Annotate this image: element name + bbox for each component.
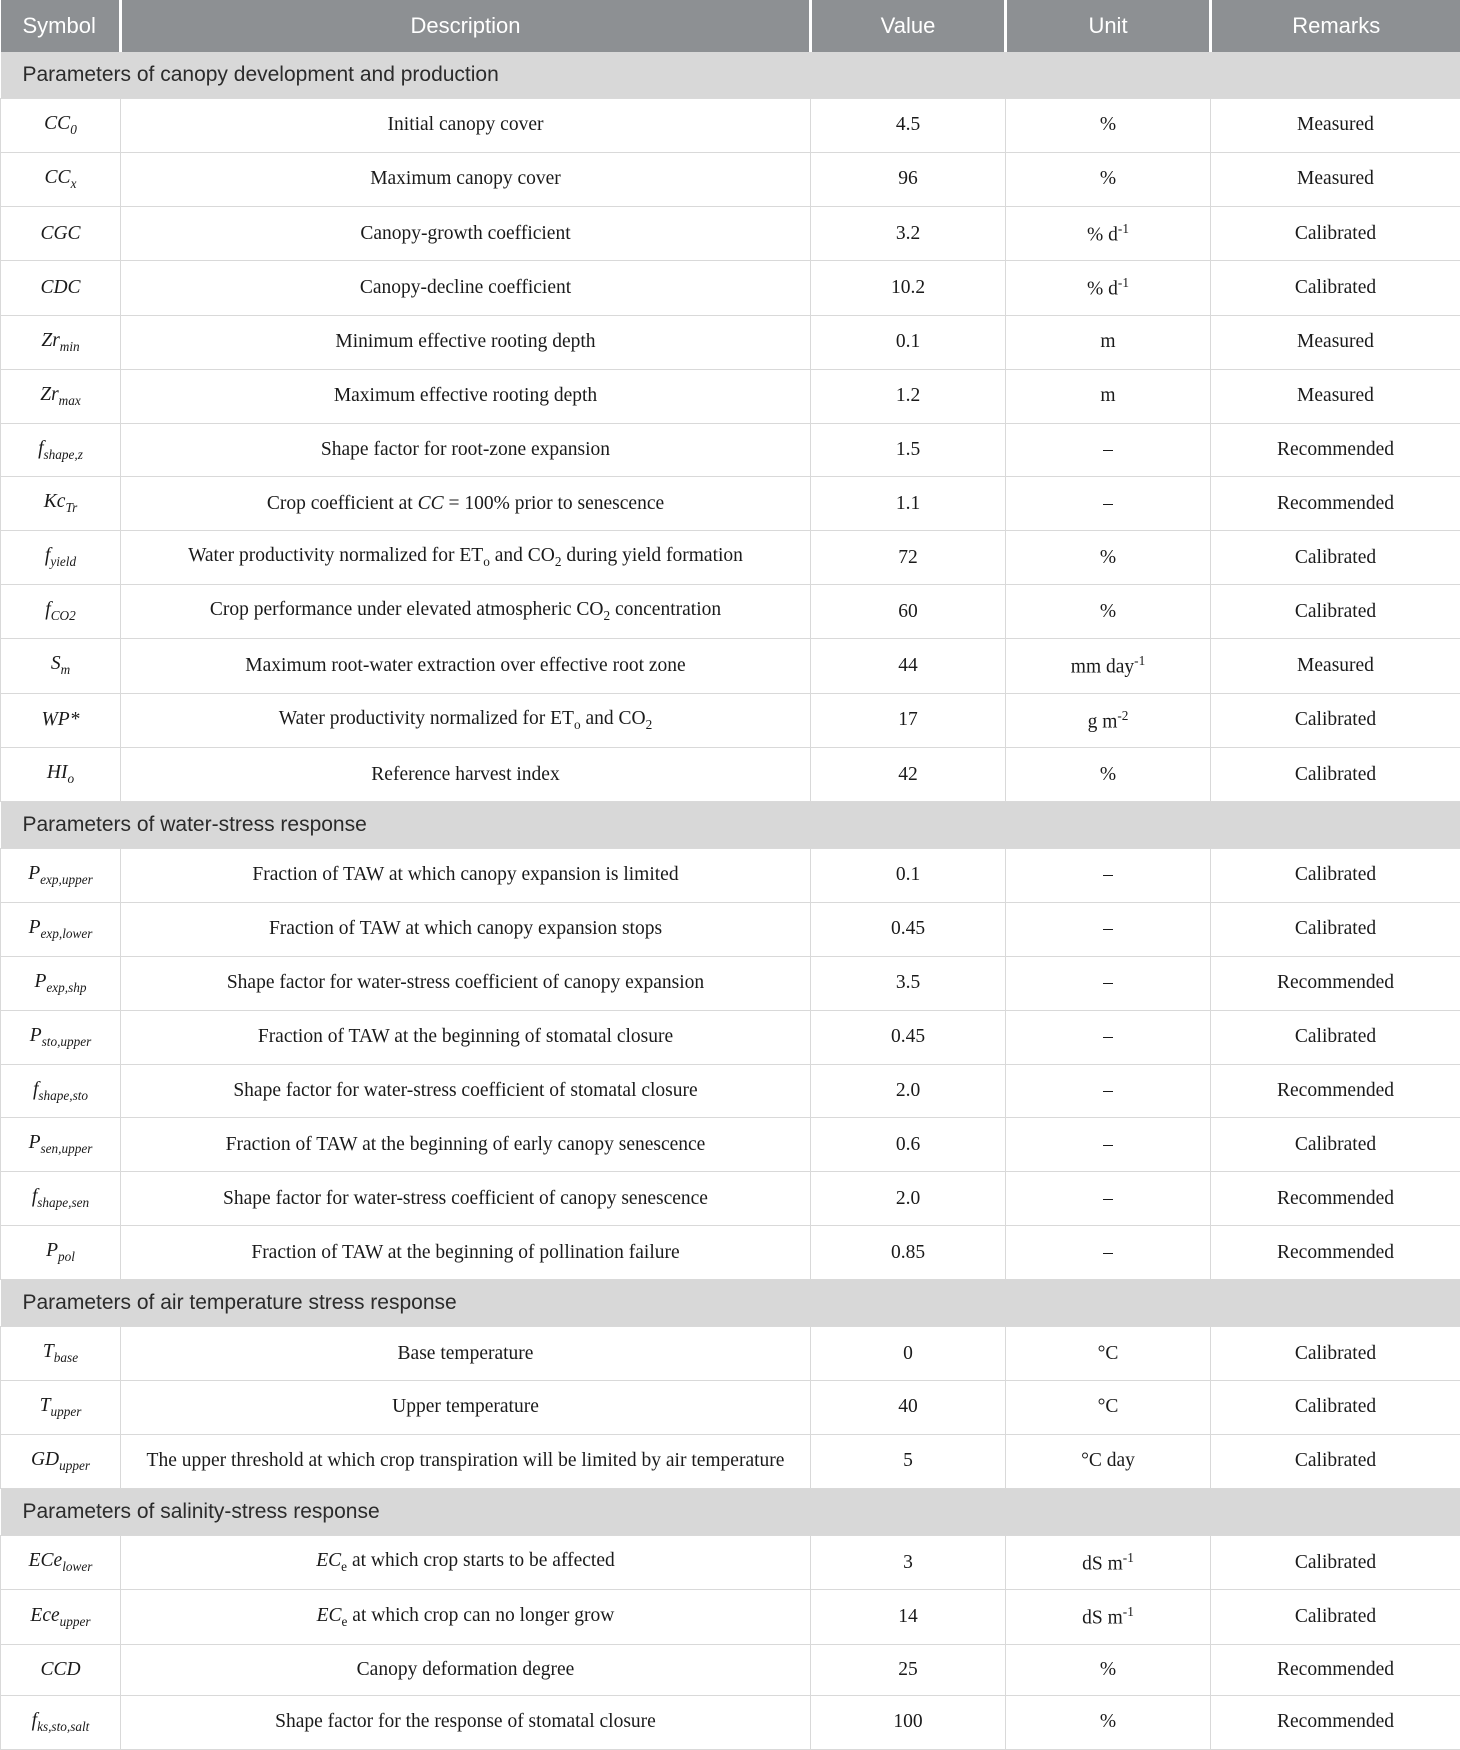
unit-cell: m [1006,369,1211,423]
table-row [1,1226,1460,1280]
section-header: Parameters of salinity-stress response [1,1488,1460,1535]
symbol-cell: Ece$_{upper}$ [1,1590,121,1645]
value-cell: 14 [811,1590,1006,1645]
description-cell: Fraction of TAW at the beginning of early canopy senescence [121,1118,811,1172]
section-row [1,802,1460,849]
description-cell: Maximum canopy cover [121,152,811,206]
description-cell: Base temperature [121,1327,811,1381]
remarks-cell: Recommended [1211,1226,1460,1280]
section-header: Parameters of air temperature stress response [1,1280,1460,1327]
symbol-cell: $f_{CO2}$ [1,585,121,639]
value-cell: 3 [811,1535,1006,1590]
value-cell: 3.2 [811,206,1006,261]
table-row [1,748,1460,802]
description-cell: Fraction of TAW at which canopy expansion stops [121,902,811,956]
table-row [1,477,1460,531]
value-cell: 0.45 [811,902,1006,956]
column-header-symbol: Symbol [1,0,121,52]
remarks-cell: Calibrated [1211,1010,1460,1064]
symbol-cell: $T_{upper}$ [1,1381,121,1435]
value-cell: 0 [811,1327,1006,1381]
description-cell: Initial canopy cover [121,99,811,153]
unit-cell: – [1006,477,1211,531]
table-row [1,956,1460,1010]
remarks-cell: Calibrated [1211,748,1460,802]
value-cell: 0.85 [811,1226,1006,1280]
symbol-cell: $f_{shape,sen}$ [1,1172,121,1226]
table-row [1,1535,1460,1590]
unit-cell: % [1006,99,1211,153]
symbol-cell: CCD [1,1644,121,1695]
symbol-cell: $CC_0$ [1,99,121,153]
section-row [1,1280,1460,1327]
remarks-cell: Measured [1211,315,1460,369]
remarks-cell: Recommended [1211,956,1460,1010]
unit-cell: – [1006,1010,1211,1064]
description-cell: Fraction of TAW at the beginning of stomatal closure [121,1010,811,1064]
value-cell: 1.2 [811,369,1006,423]
description-cell: Shape factor for water-stress coefficient of canopy expansion [121,956,811,1010]
description-cell: Shape factor for the response of stomatal closure [121,1695,811,1749]
table-row [1,1172,1460,1226]
value-cell: 0.1 [811,849,1006,903]
section-header: Parameters of canopy development and production [1,52,1460,99]
symbol-cell: $f_{shape,sto}$ [1,1064,121,1118]
remarks-cell: Measured [1211,99,1460,153]
value-cell: 2.0 [811,1172,1006,1226]
unit-cell: % [1006,585,1211,639]
table-row [1,639,1460,694]
unit-cell: – [1006,1064,1211,1118]
value-cell: 72 [811,531,1006,585]
remarks-cell: Calibrated [1211,693,1460,748]
table-row [1,585,1460,639]
remarks-cell: Measured [1211,152,1460,206]
unit-cell: % $d^{-1}$ [1006,261,1211,316]
value-cell: 2.0 [811,1064,1006,1118]
unit-cell: g $m^{-2}$ [1006,693,1211,748]
value-cell: 4.5 [811,99,1006,153]
unit-cell: – [1006,1226,1211,1280]
column-header-unit: Unit [1006,0,1211,52]
table-row [1,261,1460,316]
remarks-cell: Recommended [1211,1172,1460,1226]
symbol-cell: $P_{exp,lower}$ [1,902,121,956]
remarks-cell: Calibrated [1211,849,1460,903]
description-cell: $EC_e$ at which crop starts to be affected [121,1535,811,1590]
description-cell: Water productivity normalized for $ET_o$ and $CO_2$ [121,693,811,748]
remarks-cell: Recommended [1211,423,1460,477]
description-cell: Reference harvest index [121,748,811,802]
description-cell: $EC_e$ at which crop can no longer grow [121,1590,811,1645]
remarks-cell: Recommended [1211,1644,1460,1695]
section-header: Parameters of water-stress response [1,802,1460,849]
section-row [1,1488,1460,1535]
value-cell: 42 [811,748,1006,802]
unit-cell: dS $m^{-1}$ [1006,1535,1211,1590]
table-row [1,693,1460,748]
value-cell: 10.2 [811,261,1006,316]
symbol-cell: $Zr_{max}$ [1,369,121,423]
unit-cell: % [1006,152,1211,206]
value-cell: 1.5 [811,423,1006,477]
table-row [1,369,1460,423]
unit-cell: % [1006,1695,1211,1749]
symbol-cell: $f_{shape,z}$ [1,423,121,477]
table-row [1,849,1460,903]
description-cell: Shape factor for water-stress coefficient of canopy senescence [121,1172,811,1226]
table-row [1,1327,1460,1381]
remarks-cell: Recommended [1211,1695,1460,1749]
remarks-cell: Calibrated [1211,1590,1460,1645]
description-cell: Crop coefficient at CC = 100% prior to senescence [121,477,811,531]
table-row [1,206,1460,261]
section-row [1,52,1460,99]
symbol-cell: $P_{exp,shp}$ [1,956,121,1010]
table-row [1,1010,1460,1064]
description-cell: Fraction of TAW at which canopy expansion is limited [121,849,811,903]
description-cell: Shape factor for water-stress coefficient of stomatal closure [121,1064,811,1118]
remarks-cell: Calibrated [1211,1327,1460,1381]
description-cell: Canopy deformation degree [121,1644,811,1695]
unit-cell: % [1006,748,1211,802]
table-row [1,1064,1460,1118]
symbol-cell: $T_{base}$ [1,1327,121,1381]
column-header-value: Value [811,0,1006,52]
symbol-cell: $S_m$ [1,639,121,694]
value-cell: 40 [811,1381,1006,1435]
remarks-cell: Calibrated [1211,585,1460,639]
unit-cell: °C [1006,1327,1211,1381]
unit-cell: m [1006,315,1211,369]
description-cell: Maximum effective rooting depth [121,369,811,423]
value-cell: 100 [811,1695,1006,1749]
remarks-cell: Calibrated [1211,1434,1460,1488]
symbol-cell: $f_{ks,sto,salt}$ [1,1695,121,1749]
value-cell: 0.45 [811,1010,1006,1064]
table-body [1,52,1460,1749]
description-cell: Minimum effective rooting depth [121,315,811,369]
unit-cell: – [1006,849,1211,903]
symbol-cell: WP* [1,693,121,748]
table-row [1,423,1460,477]
unit-cell: – [1006,1118,1211,1172]
value-cell: 1.1 [811,477,1006,531]
symbol-cell: $P_{sto,upper}$ [1,1010,121,1064]
value-cell: 0.6 [811,1118,1006,1172]
table-row [1,1644,1460,1695]
unit-cell: dS $m^{-1}$ [1006,1590,1211,1645]
symbol-cell: $P_{pol}$ [1,1226,121,1280]
unit-cell: – [1006,1172,1211,1226]
remarks-cell: Measured [1211,639,1460,694]
value-cell: 0.1 [811,315,1006,369]
description-cell: Canopy-decline coefficient [121,261,811,316]
symbol-cell: CDC [1,261,121,316]
unit-cell: % [1006,531,1211,585]
remarks-cell: Measured [1211,369,1460,423]
description-cell: Fraction of TAW at the beginning of pollination failure [121,1226,811,1280]
table-row [1,152,1460,206]
value-cell: 5 [811,1434,1006,1488]
description-cell: The upper threshold at which crop transpiration will be limited by air temperature [121,1434,811,1488]
description-cell: Upper temperature [121,1381,811,1435]
remarks-cell: Recommended [1211,1064,1460,1118]
header-row [1,0,1460,52]
value-cell: 25 [811,1644,1006,1695]
table-row [1,531,1460,585]
description-cell: Shape factor for root-zone expansion [121,423,811,477]
symbol-cell: $CC_x$ [1,152,121,206]
value-cell: 44 [811,639,1006,694]
description-cell: Maximum root-water extraction over effective root zone [121,639,811,694]
table-row [1,1590,1460,1645]
remarks-cell: Calibrated [1211,261,1460,316]
description-cell: Canopy-growth coefficient [121,206,811,261]
value-cell: 17 [811,693,1006,748]
description-cell: Water productivity normalized for $ET_o$ and $CO_2$ during yield formation [121,531,811,585]
table-row [1,315,1460,369]
description-cell: Crop performance under elevated atmospheric $CO_2$ concentration [121,585,811,639]
symbol-cell: $HI_o$ [1,748,121,802]
symbol-cell: ECe$_{lower}$ [1,1535,121,1590]
symbol-cell: $f_{yield}$ [1,531,121,585]
unit-cell: % $d^{-1}$ [1006,206,1211,261]
unit-cell: °C day [1006,1434,1211,1488]
symbol-cell: $Zr_{min}$ [1,315,121,369]
remarks-cell: Calibrated [1211,531,1460,585]
unit-cell: – [1006,902,1211,956]
table-row [1,99,1460,153]
symbol-cell: $Kc_{Tr}$ [1,477,121,531]
table-row [1,1434,1460,1488]
value-cell: 3.5 [811,956,1006,1010]
value-cell: 60 [811,585,1006,639]
remarks-cell: Calibrated [1211,1381,1460,1435]
remarks-cell: Calibrated [1211,1535,1460,1590]
remarks-cell: Calibrated [1211,902,1460,956]
column-header-description: Description [121,0,811,52]
unit-cell: – [1006,423,1211,477]
remarks-cell: Calibrated [1211,206,1460,261]
unit-cell: – [1006,956,1211,1010]
remarks-cell: Recommended [1211,477,1460,531]
table-row [1,902,1460,956]
remarks-cell: Calibrated [1211,1118,1460,1172]
symbol-cell: CGC [1,206,121,261]
symbol-cell: $P_{sen,upper}$ [1,1118,121,1172]
symbol-cell: $GD_{upper}$ [1,1434,121,1488]
table-row [1,1381,1460,1435]
unit-cell: % [1006,1644,1211,1695]
value-cell: 96 [811,152,1006,206]
table-row [1,1695,1460,1749]
column-header-remarks: Remarks [1211,0,1460,52]
unit-cell: mm day$^{-1}$ [1006,639,1211,694]
table-row [1,1118,1460,1172]
unit-cell: °C [1006,1381,1211,1435]
symbol-cell: $P_{exp,upper}$ [1,849,121,903]
